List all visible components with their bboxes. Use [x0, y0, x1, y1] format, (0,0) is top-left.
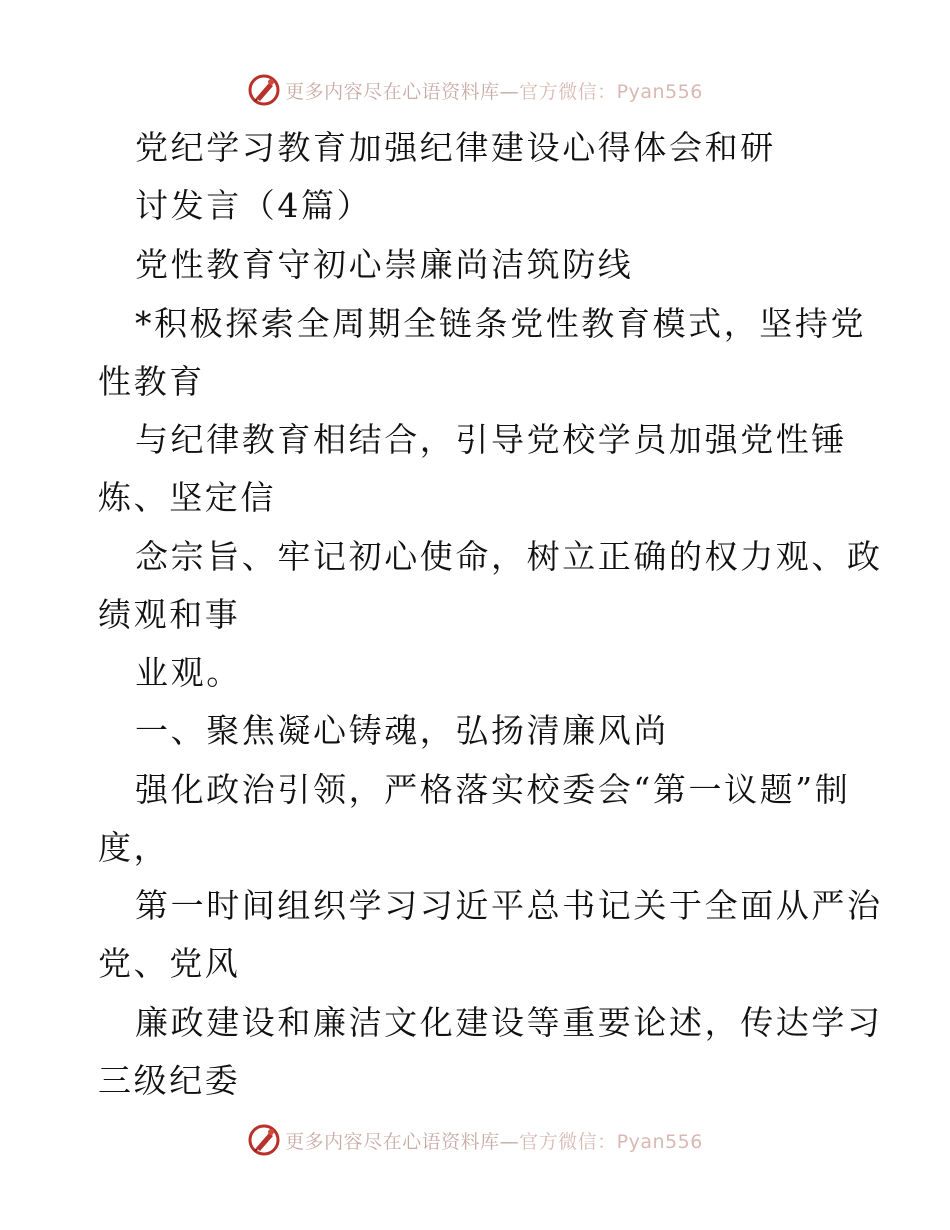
paragraph-line: 强化政治引领，严格落实校委会“第一议题”制 [135, 770, 851, 809]
paragraph-line: 第一时间组织学习习近平总书记关于全面从严治 [135, 886, 883, 925]
paragraph-line: 廉政建设和廉洁文化建设等重要论述，传达学习 [135, 1003, 883, 1042]
paragraph-line: 业观。 [135, 653, 242, 692]
paragraph-line: 与纪律教育相结合，引导党校学员加强党性锤 [135, 420, 847, 459]
footer-watermark-text [285, 1127, 703, 1154]
document-title-line-1: 党纪学习教育加强纪律建设心得体会和研 [135, 128, 776, 167]
paragraph-line: 念宗旨、牢记初心使命，树立正确的权力观、政 [135, 537, 883, 576]
document-title-line-2: 讨发言（4篇） [135, 186, 373, 225]
footer-watermark-slogan: 更多内容尽在心语资料库 [285, 1130, 500, 1153]
paragraph-line: 炼、坚定信 [98, 478, 276, 517]
document-subtitle: 党性教育守初心崇廉尚洁筑防线 [135, 245, 634, 284]
paragraph-line: 度， [98, 828, 170, 867]
paragraph-line: *积极探索全周期全链条党性教育模式，坚持党 [135, 304, 867, 343]
footer-watermark-separator: — [499, 1130, 520, 1153]
footer-watermark-wechat: 官方微信：Pyan556 [519, 1130, 703, 1153]
paragraph-line: 性教育 [98, 362, 205, 401]
header-watermark-wechat: 官方微信：Pyan556 [519, 80, 703, 103]
header-watermark-separator: — [499, 80, 520, 103]
pen-logo-icon [247, 1123, 281, 1157]
paragraph-line: 绩观和事 [98, 595, 241, 634]
footer-watermark-banner [0, 1120, 950, 1160]
section-heading: 一、聚焦凝心铸魂，弘扬清廉风尚 [135, 711, 669, 750]
paragraph-line: 党、党风 [98, 944, 241, 983]
paragraph-line: 三级纪委 [98, 1061, 241, 1100]
header-watermark-slogan: 更多内容尽在心语资料库 [285, 80, 500, 103]
